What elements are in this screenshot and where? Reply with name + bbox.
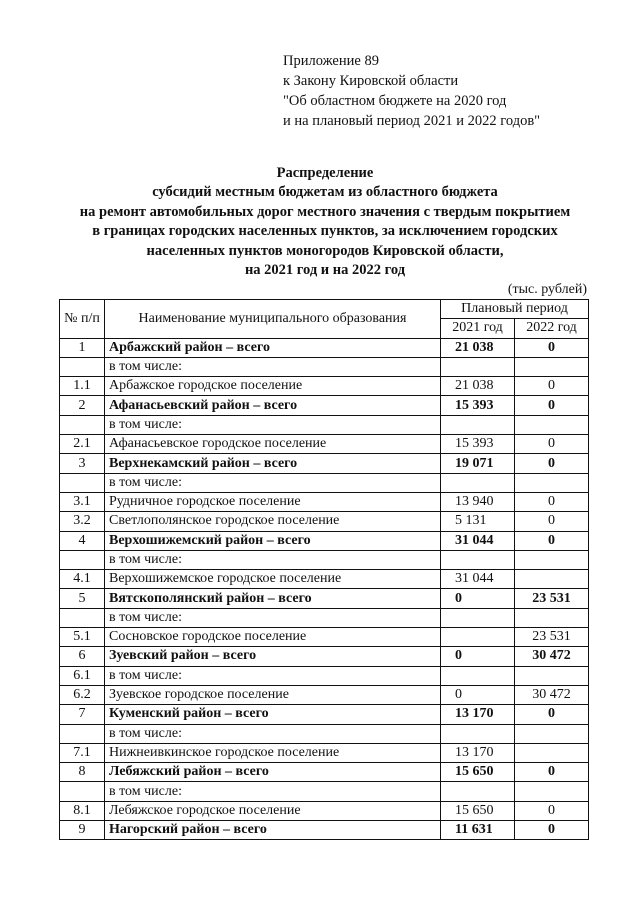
table-row — [60, 589, 589, 608]
row-value-2021 — [441, 724, 515, 743]
table-row — [60, 357, 589, 376]
appendix-line: "Об областном бюджете на 2020 год — [283, 93, 507, 109]
row-no — [60, 724, 105, 743]
row-value-2021: 0 — [441, 589, 515, 608]
row-value-2022: 0 — [515, 801, 589, 820]
table-row — [60, 338, 589, 357]
row-value-2021 — [441, 608, 515, 627]
table-row — [60, 435, 589, 454]
row-value-2022: 23 531 — [515, 628, 589, 647]
row-value-2021: 5 131 — [441, 512, 515, 531]
table-row — [60, 685, 589, 704]
row-no: 3.2 — [60, 512, 105, 531]
header-2022: 2022 год — [515, 319, 589, 338]
row-name: Нагорский район – всего — [105, 821, 441, 840]
table-row — [60, 512, 589, 531]
row-name: в том числе: — [105, 724, 441, 743]
table-row — [60, 724, 589, 743]
row-value-2021 — [441, 550, 515, 569]
row-value-2022: 0 — [515, 492, 589, 511]
row-value-2022: 0 — [515, 821, 589, 840]
row-value-2022 — [515, 415, 589, 434]
row-value-2022: 0 — [515, 435, 589, 454]
row-value-2021: 19 071 — [441, 454, 515, 473]
row-no: 8.1 — [60, 801, 105, 820]
row-value-2021 — [441, 628, 515, 647]
row-name: в том числе: — [105, 550, 441, 569]
row-no: 1 — [60, 338, 105, 357]
row-name: в том числе: — [105, 782, 441, 801]
table-row — [60, 473, 589, 492]
row-value-2021: 13 940 — [441, 492, 515, 511]
table-row — [60, 666, 589, 685]
row-value-2022: 23 531 — [515, 589, 589, 608]
row-no — [60, 473, 105, 492]
title-line: субсидий местным бюджетам из областного бюджета — [152, 184, 498, 201]
table-row — [60, 396, 589, 415]
row-name: в том числе: — [105, 473, 441, 492]
row-value-2022 — [515, 550, 589, 569]
table-row — [60, 608, 589, 627]
title-line: на 2021 год и на 2022 год — [244, 262, 406, 279]
row-value-2022: 0 — [515, 454, 589, 473]
title-line: в границах городских населенных пунктов, за исключением городских — [92, 223, 558, 240]
row-name: Нижнеивкинское городское поселение — [105, 743, 441, 762]
row-no: 2.1 — [60, 435, 105, 454]
table-row — [60, 454, 589, 473]
document-title — [40, 164, 610, 280]
row-name: Арбажское городское поселение — [105, 377, 441, 396]
row-no: 5.1 — [60, 628, 105, 647]
row-value-2022 — [515, 608, 589, 627]
row-no — [60, 608, 105, 627]
row-name: Лебяжский район – всего — [105, 763, 441, 782]
row-value-2021: 11 631 — [441, 821, 515, 840]
row-value-2021: 15 650 — [441, 801, 515, 820]
table-row — [60, 415, 589, 434]
table-row — [60, 377, 589, 396]
row-no — [60, 782, 105, 801]
row-no: 7.1 — [60, 743, 105, 762]
title-line: населенных пунктов моногородов Кировской области, — [146, 242, 504, 259]
appendix-line: Приложение 89 — [283, 53, 379, 69]
row-value-2022: 0 — [515, 531, 589, 550]
row-no: 1.1 — [60, 377, 105, 396]
row-value-2021: 21 038 — [441, 377, 515, 396]
row-value-2021 — [441, 357, 515, 376]
row-name: Рудничное городское поселение — [105, 492, 441, 511]
table-row — [60, 743, 589, 762]
table-row — [60, 821, 589, 840]
row-no: 2 — [60, 396, 105, 415]
header-period: Плановый период — [441, 300, 589, 319]
row-name: Вятскополянский район – всего — [105, 589, 441, 608]
row-name: Верхошижемское городское поселение — [105, 570, 441, 589]
row-value-2022: 0 — [515, 512, 589, 531]
row-name: Верхнекамский район – всего — [105, 454, 441, 473]
row-no: 6 — [60, 647, 105, 666]
row-name: Зуевский район – всего — [105, 647, 441, 666]
row-value-2021: 15 393 — [441, 396, 515, 415]
title-line: на ремонт автомобильных дорог местного значения с твердым покрытием — [79, 203, 571, 220]
row-value-2022: 30 472 — [515, 685, 589, 704]
row-value-2021: 15 393 — [441, 435, 515, 454]
row-value-2022: 0 — [515, 396, 589, 415]
title-line: Распределение — [276, 165, 374, 181]
row-value-2021 — [441, 415, 515, 434]
row-value-2022: 0 — [515, 763, 589, 782]
row-no — [60, 415, 105, 434]
row-name: Сосновское городское поселение — [105, 628, 441, 647]
row-no: 9 — [60, 821, 105, 840]
row-no: 8 — [60, 763, 105, 782]
row-value-2022 — [515, 570, 589, 589]
table-row — [60, 763, 589, 782]
row-no: 3 — [60, 454, 105, 473]
table-row — [60, 550, 589, 569]
table-row — [60, 570, 589, 589]
row-no: 6.2 — [60, 685, 105, 704]
table-header-row — [60, 300, 589, 319]
row-value-2021: 0 — [441, 647, 515, 666]
row-name: в том числе: — [105, 666, 441, 685]
row-no: 6.1 — [60, 666, 105, 685]
row-value-2022: 0 — [515, 377, 589, 396]
table-row — [60, 647, 589, 666]
row-value-2021: 15 650 — [441, 763, 515, 782]
row-value-2022 — [515, 724, 589, 743]
appendix-line: к Закону Кировской области — [283, 73, 459, 89]
row-value-2021: 13 170 — [441, 743, 515, 762]
row-value-2021: 0 — [441, 685, 515, 704]
row-value-2021: 31 044 — [441, 531, 515, 550]
row-no: 7 — [60, 705, 105, 724]
table-row — [60, 705, 589, 724]
row-no: 5 — [60, 589, 105, 608]
row-name: Верхошижемский район – всего — [105, 531, 441, 550]
row-no: 3.1 — [60, 492, 105, 511]
row-name: Куменский район – всего — [105, 705, 441, 724]
table-row — [60, 531, 589, 550]
header-2021: 2021 год — [441, 319, 515, 338]
appendix-header — [283, 51, 540, 131]
row-no: 4.1 — [60, 570, 105, 589]
row-name: Лебяжское городское поселение — [105, 801, 441, 820]
row-no: 4 — [60, 531, 105, 550]
row-value-2022 — [515, 357, 589, 376]
row-value-2022: 0 — [515, 338, 589, 357]
row-value-2022: 30 472 — [515, 647, 589, 666]
table-row — [60, 782, 589, 801]
row-name: в том числе: — [105, 415, 441, 434]
row-value-2021: 31 044 — [441, 570, 515, 589]
header-name: Наименование муниципального образования — [105, 300, 441, 339]
row-name: в том числе: — [105, 608, 441, 627]
row-name: Светлополянское городское поселение — [105, 512, 441, 531]
row-name: Афанасьевское городское поселение — [105, 435, 441, 454]
row-value-2022: 0 — [515, 705, 589, 724]
row-name: Арбажский район – всего — [105, 338, 441, 357]
row-value-2021: 21 038 — [441, 338, 515, 357]
row-value-2021: 13 170 — [441, 705, 515, 724]
row-value-2022 — [515, 743, 589, 762]
row-name: Афанасьевский район – всего — [105, 396, 441, 415]
row-value-2022 — [515, 473, 589, 492]
appendix-line: и на плановый период 2021 и 2022 годов" — [283, 113, 541, 129]
table-row — [60, 492, 589, 511]
row-value-2021 — [441, 473, 515, 492]
table-row — [60, 628, 589, 647]
units-label: (тыс. рублей) — [507, 282, 587, 297]
subsidy-table — [59, 299, 589, 840]
row-no — [60, 550, 105, 569]
row-name: в том числе: — [105, 357, 441, 376]
row-value-2021 — [441, 666, 515, 685]
row-value-2022 — [515, 782, 589, 801]
row-no — [60, 357, 105, 376]
header-no: № п/п — [60, 300, 105, 339]
row-value-2022 — [515, 666, 589, 685]
row-name: Зуевское городское поселение — [105, 685, 441, 704]
table-row — [60, 801, 589, 820]
row-value-2021 — [441, 782, 515, 801]
